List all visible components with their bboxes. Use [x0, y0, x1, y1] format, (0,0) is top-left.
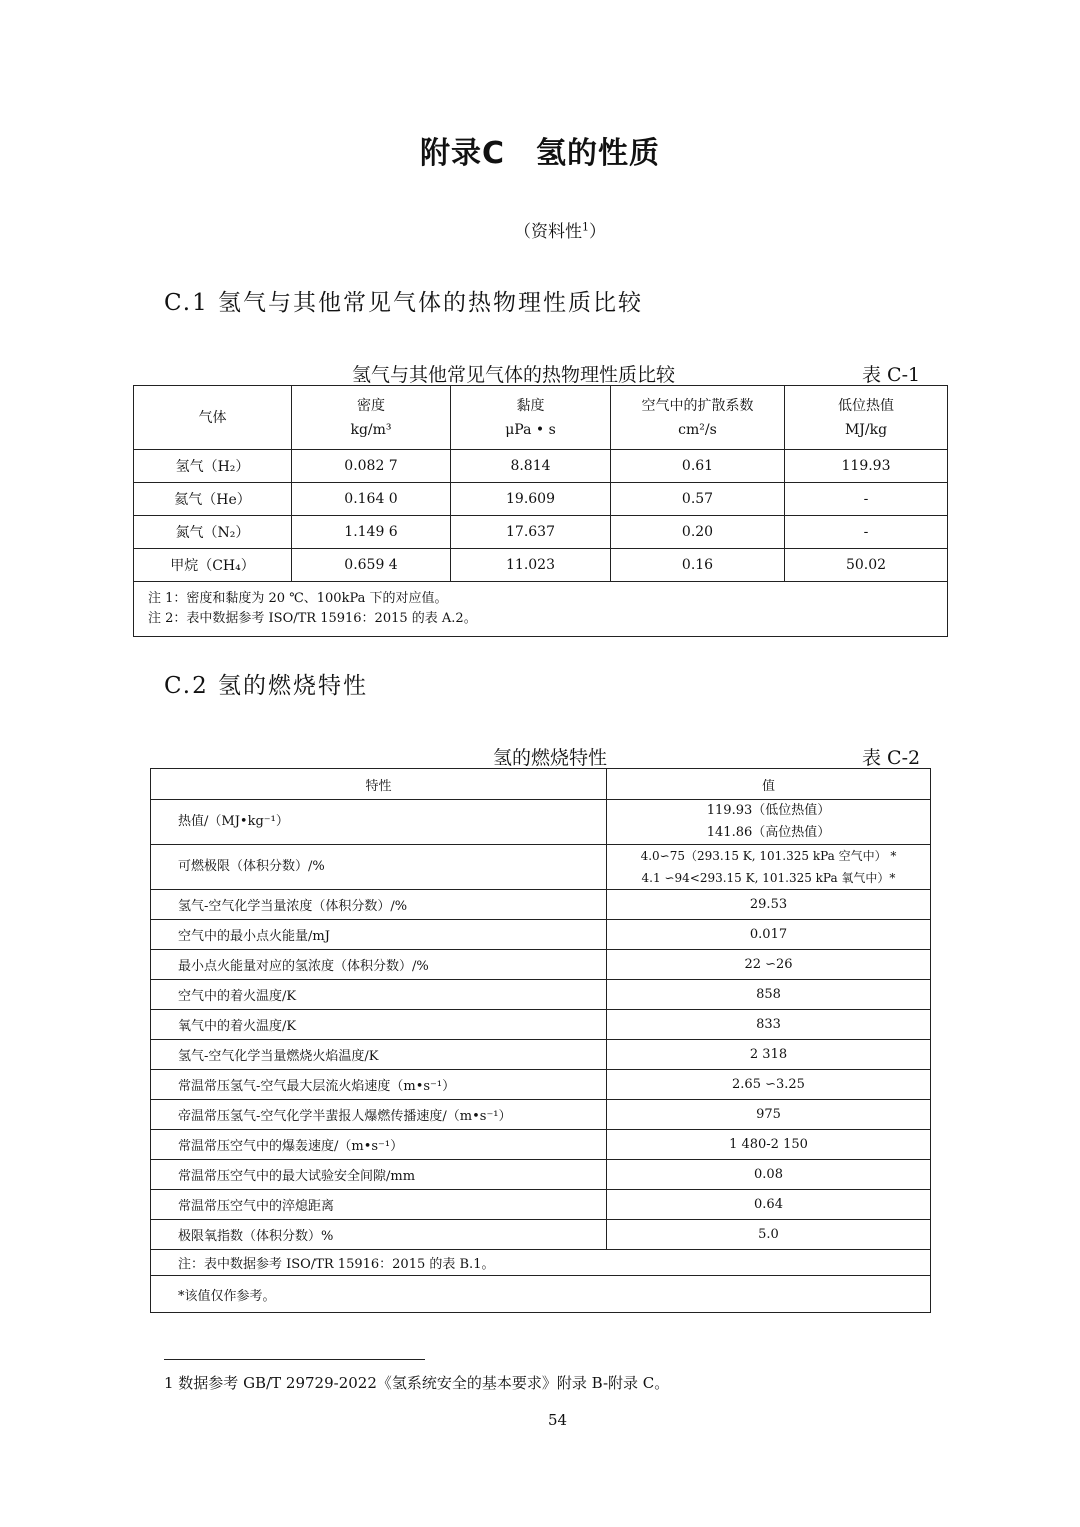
property-cell: 最小点火能量对应的氢浓度（体积分数）/%	[151, 950, 607, 980]
value-cell: 2.65 ∽3.25	[607, 1070, 931, 1100]
table-row	[151, 1010, 931, 1040]
section-heading-c1: C.1 氢气与其他常见气体的热物理性质比较	[164, 290, 644, 316]
table-c2-number: 表 C-2	[862, 747, 921, 769]
property-cell: 热值/（MJ•kg⁻¹）	[151, 800, 607, 845]
table-cell: 17.637	[451, 516, 611, 549]
table-row	[151, 1100, 931, 1130]
property-cell: 常温常压空气中的爆轰速度/（m•s⁻¹）	[151, 1130, 607, 1160]
table-row	[134, 516, 948, 549]
property-cell: 氢气-空气化学当量燃烧火焰温度/K	[151, 1040, 607, 1070]
table-notes-row	[134, 582, 948, 637]
header-cell: 空气中的扩散系数 cm²/s	[611, 386, 785, 450]
value-cell: 0.08	[607, 1160, 931, 1190]
subtitle-close: ）	[589, 222, 606, 242]
property-cell: 帝温常压氢气-空气化学半蜚报人爆燃传播速度/（m•s⁻¹）	[151, 1100, 607, 1130]
table-c2	[150, 768, 931, 1313]
table-cell: 11.023	[451, 549, 611, 582]
page-subtitle	[0, 217, 1080, 242]
footnote-divider	[164, 1359, 425, 1360]
table-cell: 8.814	[451, 450, 611, 483]
table-cell: 甲烷（CH₄）	[134, 549, 292, 582]
header-cell: 低位热值 MJ/kg	[785, 386, 948, 450]
value-cell: 4.0∽75（293.15 K, 101.325 kPa 空气中） * 4.1 ∽94<293.15 K, 101.325 kPa 氧气中）*	[607, 845, 931, 890]
table-notes-row	[151, 1250, 931, 1276]
property-cell: 常温常压空气中的最大试验安全间隙/mm	[151, 1160, 607, 1190]
table-notes	[134, 582, 948, 637]
value-cell: 29.53	[607, 890, 931, 920]
table-cell: -	[785, 516, 948, 549]
table-row	[151, 890, 931, 920]
value-cell: 22 ∽26	[607, 950, 931, 980]
value-cell: 0.017	[607, 920, 931, 950]
value-cell: 5.0	[607, 1220, 931, 1250]
table-row	[151, 950, 931, 980]
table-cell: 0.57	[611, 483, 785, 516]
section-heading-c2: C.2 氢的燃烧特性	[164, 673, 369, 699]
value-cell: 858	[607, 980, 931, 1010]
table-cell: 0.61	[611, 450, 785, 483]
table-c2-caption: 氢的燃烧特性	[493, 747, 608, 769]
table-cell: 氢气（H₂）	[134, 450, 292, 483]
table-cell: 0.20	[611, 516, 785, 549]
table-note: 注 1：密度和黏度为 20 ℃、100kPa 下的对应值。	[148, 591, 448, 606]
table-cell: 0.659 4	[292, 549, 451, 582]
table-row	[151, 800, 931, 845]
value-cell: 1 480-2 150	[607, 1130, 931, 1160]
table-row	[151, 1160, 931, 1190]
table-cell: 氦气（He）	[134, 483, 292, 516]
property-cell: 氧气中的着火温度/K	[151, 1010, 607, 1040]
property-cell: 极限氧指数（体积分数）%	[151, 1220, 607, 1250]
table-row	[151, 920, 931, 950]
value-cell: 2 318	[607, 1040, 931, 1070]
table-cell: -	[785, 483, 948, 516]
table-row	[151, 1040, 931, 1070]
table-c1	[133, 385, 948, 637]
table-cell: 0.164 0	[292, 483, 451, 516]
value-cell: 0.64	[607, 1190, 931, 1220]
table-cell: 0.16	[611, 549, 785, 582]
property-cell: 空气中的最小点火能量/mJ	[151, 920, 607, 950]
property-cell: 常温常压空气中的淬熄距离	[151, 1190, 607, 1220]
page-number: 54	[547, 1411, 568, 1429]
table-header-row	[151, 769, 931, 800]
table-cell: 119.93	[785, 450, 948, 483]
value-cell: 119.93（低位热值） 141.86（高位热值）	[607, 800, 931, 845]
table-row	[151, 1130, 931, 1160]
table-cell: 50.02	[785, 549, 948, 582]
footnote-marker: 1	[582, 220, 589, 234]
table-notes-row	[151, 1276, 931, 1313]
property-cell: 常温常压氢气-空气最大层流火焰速度（m•s⁻¹）	[151, 1070, 607, 1100]
table-header-row	[134, 386, 948, 450]
table-cell: 1.149 6	[292, 516, 451, 549]
property-cell: 空气中的着火温度/K	[151, 980, 607, 1010]
header-cell: 密度 kg/m³	[292, 386, 451, 450]
table-row	[151, 1190, 931, 1220]
table-row	[151, 1070, 931, 1100]
table-row	[134, 450, 948, 483]
subtitle-text: （资料性	[514, 222, 582, 242]
header-cell: 气体	[134, 386, 292, 450]
table-row	[134, 549, 948, 582]
table-note: 注 2：表中数据参考 ISO/TR 15916：2015 的表 A.2。	[148, 611, 477, 626]
property-cell: 可燃极限（体积分数）/%	[151, 845, 607, 890]
table-c1-number: 表 C-1	[862, 364, 921, 386]
page-title: 附录C 氢的性质	[419, 136, 661, 171]
table-note: 注：表中数据参考 ISO/TR 15916：2015 的表 B.1。	[151, 1250, 931, 1276]
property-cell: 氢气-空气化学当量浓度（体积分数）/%	[151, 890, 607, 920]
table-c1-caption: 氢气与其他常见气体的热物理性质比较	[352, 364, 676, 386]
table-row	[134, 483, 948, 516]
value-cell: 833	[607, 1010, 931, 1040]
table-row	[151, 1220, 931, 1250]
table-note: *该值仅作参考。	[151, 1276, 931, 1313]
table-row	[151, 845, 931, 890]
table-cell: 0.082 7	[292, 450, 451, 483]
value-cell: 975	[607, 1100, 931, 1130]
table-row	[151, 980, 931, 1010]
table-cell: 19.609	[451, 483, 611, 516]
header-cell: 黏度 μPa • s	[451, 386, 611, 450]
header-cell: 值	[607, 769, 931, 800]
table-cell: 氮气（N₂）	[134, 516, 292, 549]
footnote: 1 数据参考 GB/T 29729-2022《氢系统安全的基本要求》附录 B-附录 C。	[164, 1374, 670, 1392]
header-cell: 特性	[151, 769, 607, 800]
